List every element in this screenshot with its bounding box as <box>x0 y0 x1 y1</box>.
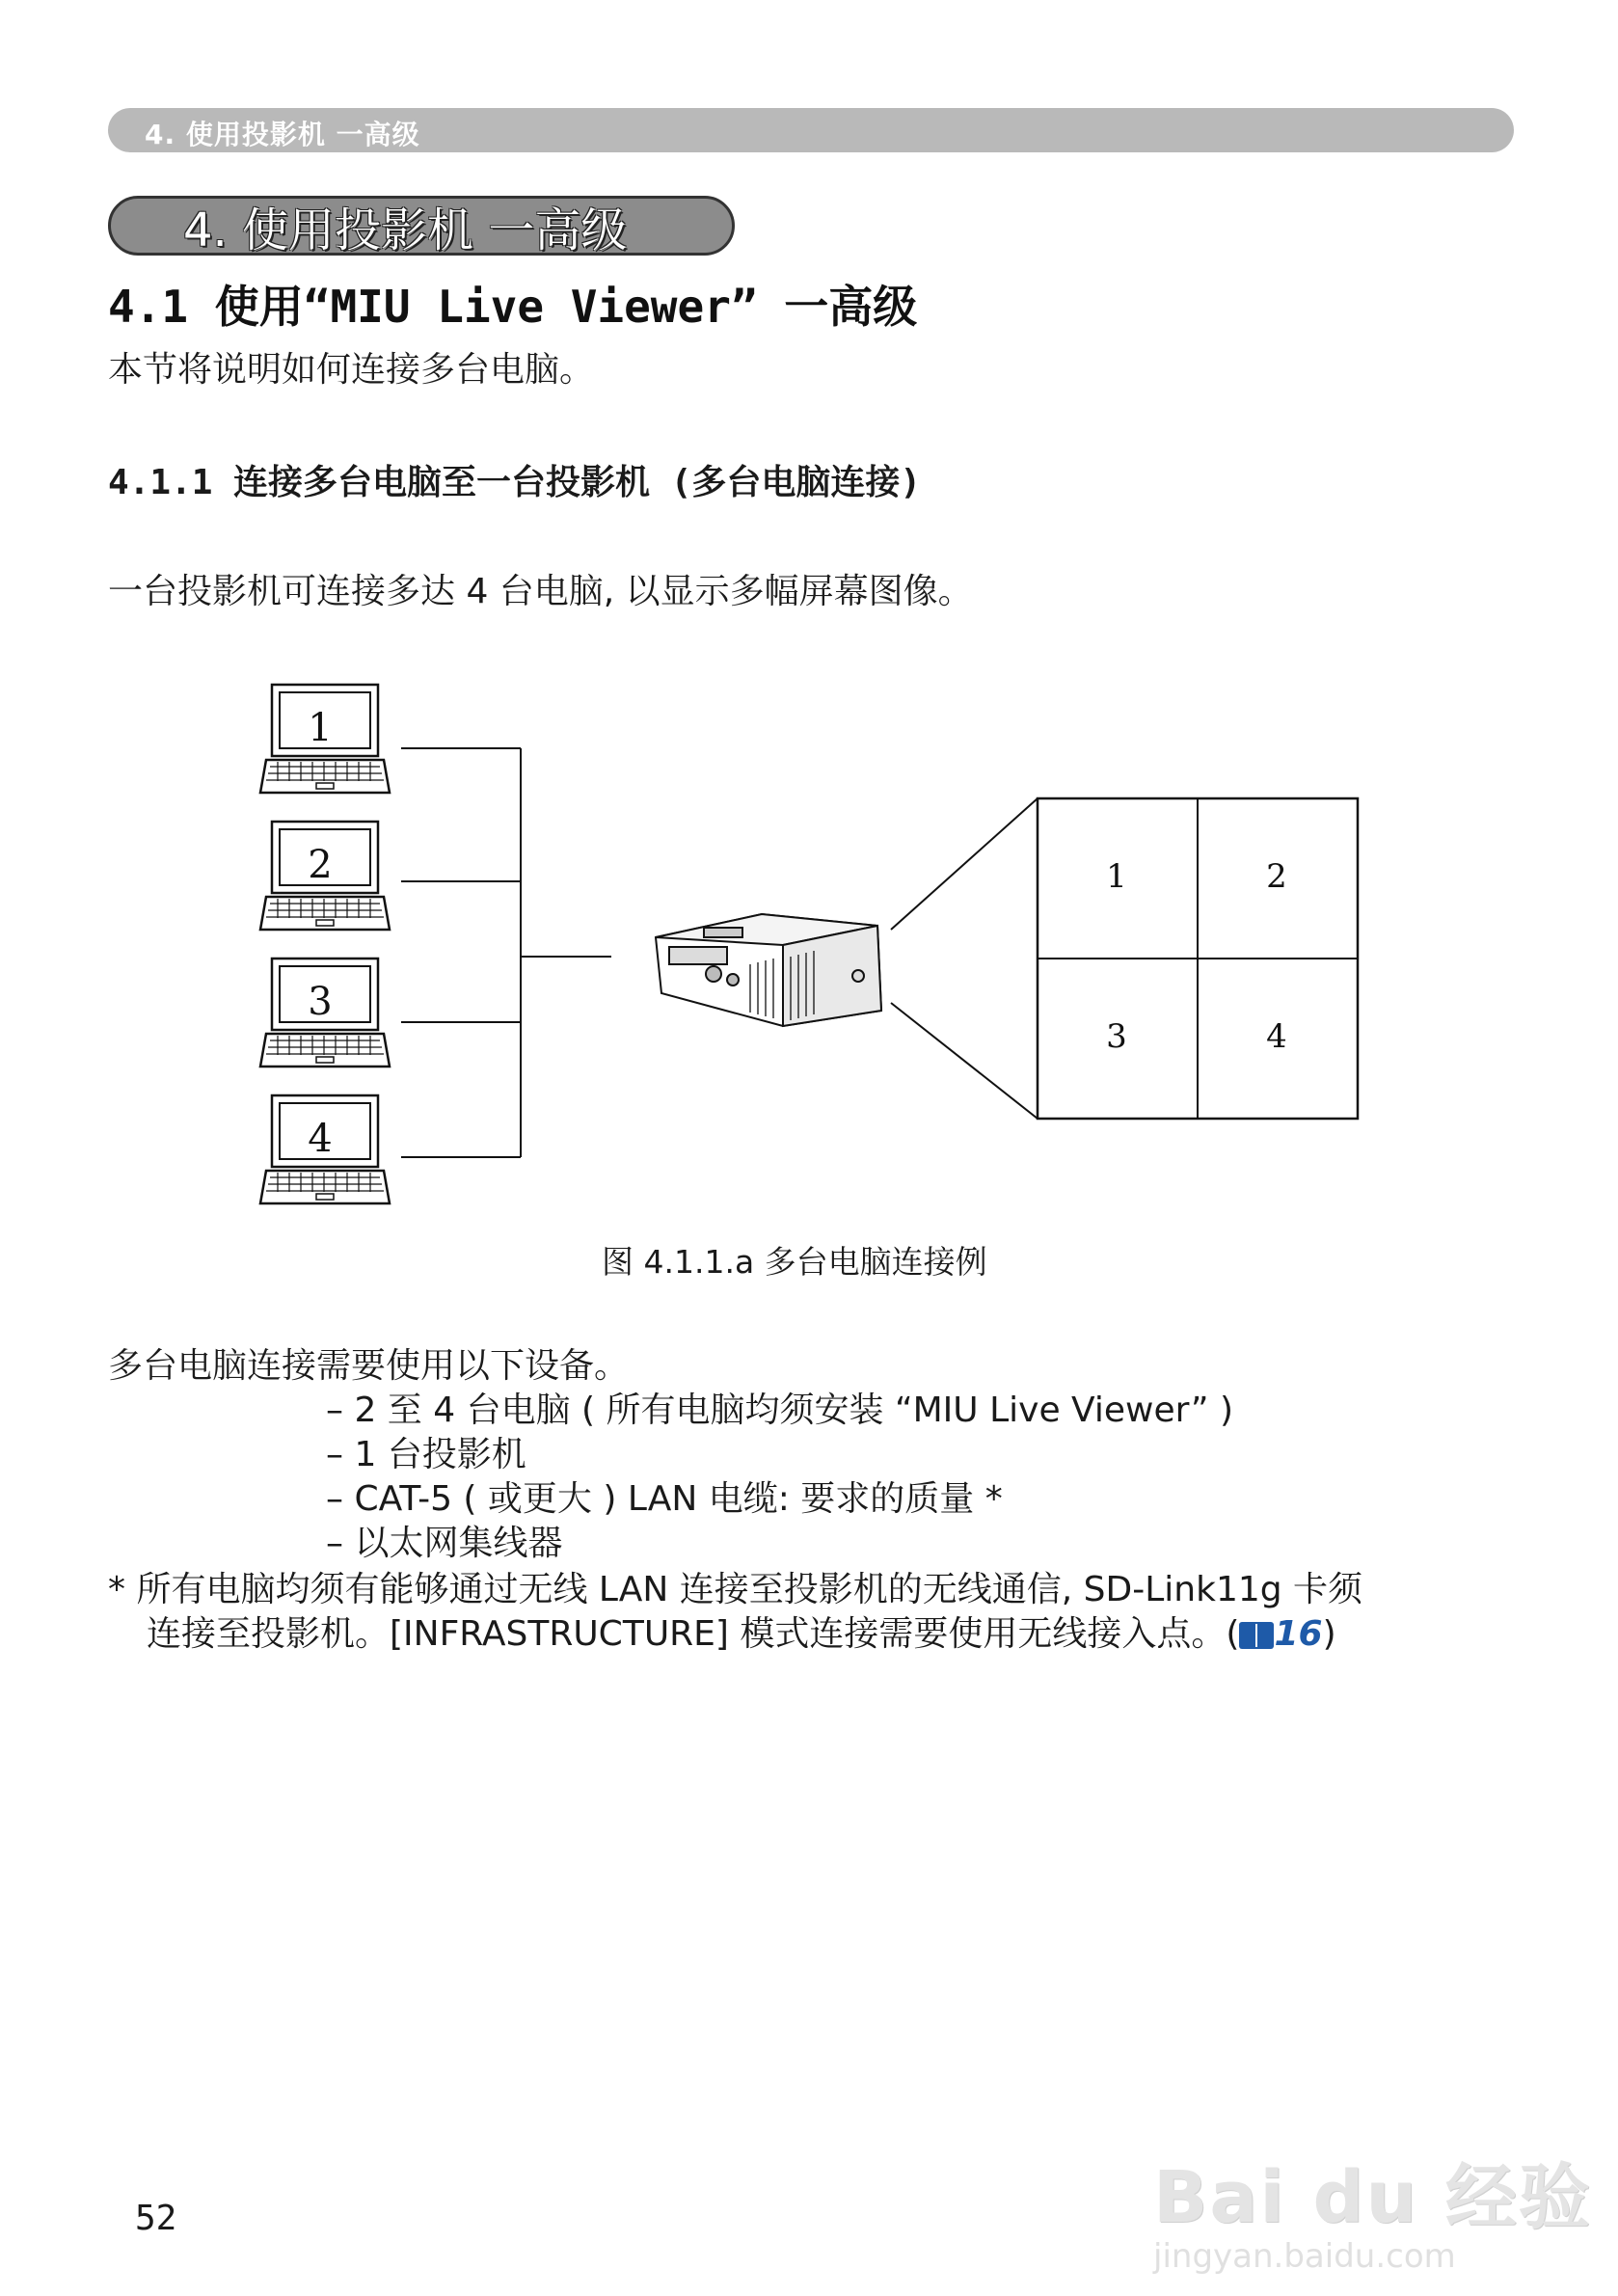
requirement-item: – 1 台投影机 <box>326 1435 526 1474</box>
footnote-close: ) <box>1322 1614 1336 1654</box>
subsection-title: 4.1.1 连接多台电脑至一台投影机 (多台电脑连接) <box>108 463 922 502</box>
projection-beam <box>891 798 1038 1119</box>
page-number: 52 <box>135 2199 177 2238</box>
watermark-url: jingyan.baidu.com <box>1153 2237 1456 2276</box>
projected-screen <box>1038 798 1358 1119</box>
screen-quadrant-1: 1 <box>1106 857 1127 896</box>
section-title: 4.1 使用“MIU Live Viewer” 一高级 <box>108 281 918 333</box>
lan-cables <box>401 748 611 1157</box>
screen-quadrant-3: 3 <box>1106 1017 1127 1056</box>
section-intro: 本节将说明如何连接多台电脑。 <box>108 350 595 390</box>
figure-caption: 图 4.1.1.a 多台电脑连接例 <box>602 1243 987 1281</box>
laptop-label-2: 2 <box>308 843 333 887</box>
running-header-title: 4. 使用投影机 一高级 <box>145 119 420 150</box>
requirement-item: – 2 至 4 台电脑 ( 所有电脑均须安装 “MIU Live Viewer” ) <box>326 1391 1234 1430</box>
requirement-item: – 以太网集线器 <box>326 1524 563 1563</box>
footnote-text: 连接至投影机。[INFRASTRUCTURE] 模式连接需要使用无线接入点。( <box>147 1614 1240 1654</box>
laptop-label-4: 4 <box>308 1117 333 1161</box>
laptop-label-1: 1 <box>308 706 333 750</box>
footnote-line-1: * 所有电脑均须有能够通过无线 LAN 连接至投影机的无线通信, SD-Link11g 卡须 <box>108 1570 1363 1609</box>
projector <box>656 914 881 1026</box>
screen-quadrant-2: 2 <box>1266 857 1287 896</box>
footnote-line-2 <box>147 1607 1336 1656</box>
screen-quadrant-4: 4 <box>1266 1017 1287 1056</box>
book-icon[interactable] <box>1239 1622 1274 1649</box>
subsection-description: 一台投影机可连接多达 4 台电脑, 以显示多幅屏幕图像。 <box>108 572 973 611</box>
chapter-title: 4. 使用投影机 一高级 <box>183 203 628 257</box>
requirements-intro: 多台电脑连接需要使用以下设备。 <box>108 1346 630 1386</box>
requirement-item: – CAT-5 ( 或更大 ) LAN 电缆: 要求的质量 * <box>326 1479 1003 1519</box>
watermark-brand: Bai du 经验 <box>1153 2156 1592 2239</box>
baidu-watermark <box>1153 2141 1592 2276</box>
laptop-label-3: 3 <box>308 980 333 1024</box>
page-reference-link[interactable]: 16 <box>1274 1614 1323 1654</box>
